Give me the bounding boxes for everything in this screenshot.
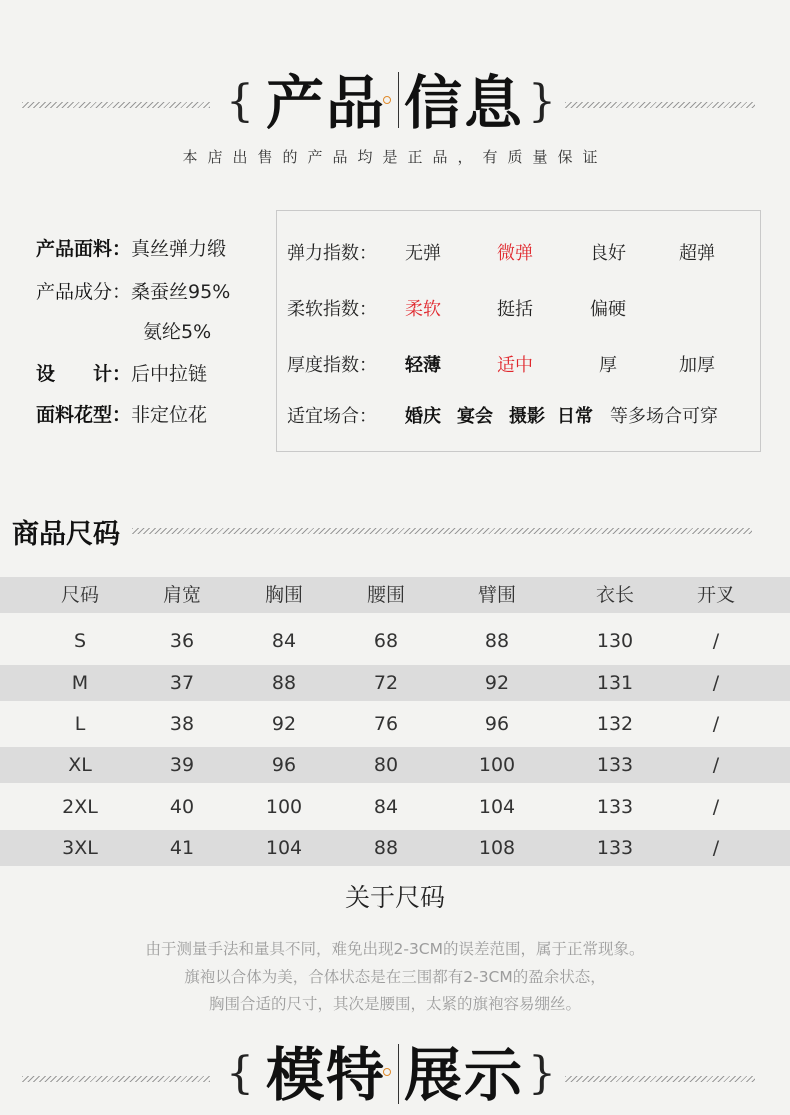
detail-value: 氨纶5% [143,321,212,343]
about-size-title: 关于尺码 [344,883,445,912]
elasticity-option: 超弹 [679,243,715,264]
table-header-cell: 衣长 [595,584,635,606]
title-info: 信息 [404,69,525,137]
decorative-dotted-line-left [22,102,210,108]
table-cell: 131 [596,672,634,694]
detail-key: 面料花型： [36,404,132,426]
table-cell: 96 [271,754,297,776]
thickness-label: 厚度指数： [287,355,377,376]
detail-value: 后中拉链 [131,363,208,385]
occasion-label: 适宜场合： [287,406,377,427]
table-cell: / [712,754,720,776]
detail-key: 产品面料： [36,238,132,260]
decorative-dotted-line-left [22,1076,210,1082]
title-divider [398,72,399,128]
title-dot-icon [383,96,391,104]
table-cell: 133 [596,837,634,859]
table-cell: / [712,796,720,818]
table-cell: 80 [373,754,399,776]
elasticity-option-selected: 微弹 [497,243,533,264]
table-cell: 68 [373,630,399,652]
table-cell: 92 [484,672,510,694]
left-brace: { [226,1048,254,1099]
table-cell: / [712,630,720,652]
table-cell: 100 [478,754,516,776]
softness-option: 挺括 [497,299,533,320]
decorative-dotted-line-right [565,1076,755,1082]
detail-value: 桑蚕丝95% [131,281,231,303]
detail-design [36,359,207,386]
table-cell: / [712,837,720,859]
table-cell: 72 [373,672,399,694]
table-cell: / [712,713,720,735]
occasion-option: 日常 [557,406,593,427]
about-size-note: 旗袍以合体为美，合体状态是在三围都有2-3CM的盈余状态， [184,968,606,986]
table-cell: 104 [265,837,303,859]
table-cell: 96 [484,713,510,735]
thickness-option: 轻薄 [405,355,441,376]
table-cell: 2XL [62,796,98,818]
table-cell: 88 [484,630,510,652]
table-cell: 39 [169,754,195,776]
size-section-title: 商品尺码 [12,519,120,550]
table-header-cell: 臂围 [477,584,517,606]
table-cell: 100 [265,796,303,818]
softness-label: 柔软指数： [287,299,377,320]
table-cell: 88 [271,672,297,694]
table-row [0,665,790,701]
table-cell: 108 [478,837,516,859]
detail-fabric [36,234,226,261]
table-cell: / [712,672,720,694]
table-header-cell: 开叉 [696,584,736,606]
table-cell: 3XL [62,837,98,859]
title-dot-icon [383,1068,391,1076]
table-cell: 133 [596,754,634,776]
thickness-option-selected: 适中 [497,355,533,376]
table-cell: 88 [373,837,399,859]
table-cell: 84 [271,630,297,652]
table-cell: XL [68,754,92,776]
table-row [0,623,790,659]
detail-value: 非定位花 [131,404,208,426]
table-row [0,706,790,742]
table-cell: 41 [169,837,195,859]
authenticity-subtitle: 本店出售的产品均是正品，有质量保证 [182,148,608,166]
right-brace: } [528,1048,556,1099]
table-cell: 133 [596,796,634,818]
table-cell: 37 [169,672,195,694]
left-brace: { [226,76,254,127]
index-box [276,210,761,452]
elasticity-option: 无弹 [405,243,441,264]
softness-option-selected: 柔软 [405,299,441,320]
elasticity-label: 弹力指数： [287,243,377,264]
detail-pattern [36,400,207,427]
table-row [0,747,790,783]
detail-key: 产品成分： [36,281,132,303]
softness-option: 偏硬 [590,299,626,320]
title-divider [398,1044,399,1104]
table-cell: 36 [169,630,195,652]
table-cell: 38 [169,713,195,735]
detail-value: 真丝弹力缎 [131,238,227,260]
table-cell: 84 [373,796,399,818]
thickness-option: 加厚 [679,355,715,376]
table-cell: L [74,713,86,735]
occasion-option: 摄影 [509,406,545,427]
title-model: 模特 [266,1041,387,1109]
table-cell: 104 [478,796,516,818]
table-cell: 130 [596,630,634,652]
table-header-row [0,577,790,613]
size-section-dotted-line [132,528,752,534]
table-header-cell: 尺码 [60,584,100,606]
table-cell: 76 [373,713,399,735]
table-header-cell: 肩宽 [162,584,202,606]
table-header-cell: 腰围 [366,584,406,606]
about-size-note: 由于测量手法和量具不同，难免出现2-3CM的误差范围，属于正常现象。 [145,940,645,958]
title-display: 展示 [404,1041,525,1109]
table-row [0,830,790,866]
table-cell: 92 [271,713,297,735]
detail-composition-2 [143,317,211,344]
occasion-option: 宴会 [457,406,493,427]
elasticity-option: 良好 [590,243,626,264]
table-cell: 40 [169,796,195,818]
occasion-option: 等多场合可穿 [610,406,718,427]
title-product: 产品 [266,69,387,137]
decorative-dotted-line-right [565,102,755,108]
table-cell: M [71,672,89,694]
occasion-option: 婚庆 [405,406,441,427]
table-cell: S [73,630,87,652]
about-size-note: 胸围合适的尺寸，其次是腰围，太紧的旗袍容易绷丝。 [208,995,581,1013]
detail-key: 设 计： [36,363,132,385]
table-row [0,789,790,825]
right-brace: } [528,76,556,127]
table-header-cell: 胸围 [264,584,304,606]
thickness-option: 厚 [599,355,617,376]
detail-composition [36,277,230,304]
table-cell: 132 [596,713,634,735]
